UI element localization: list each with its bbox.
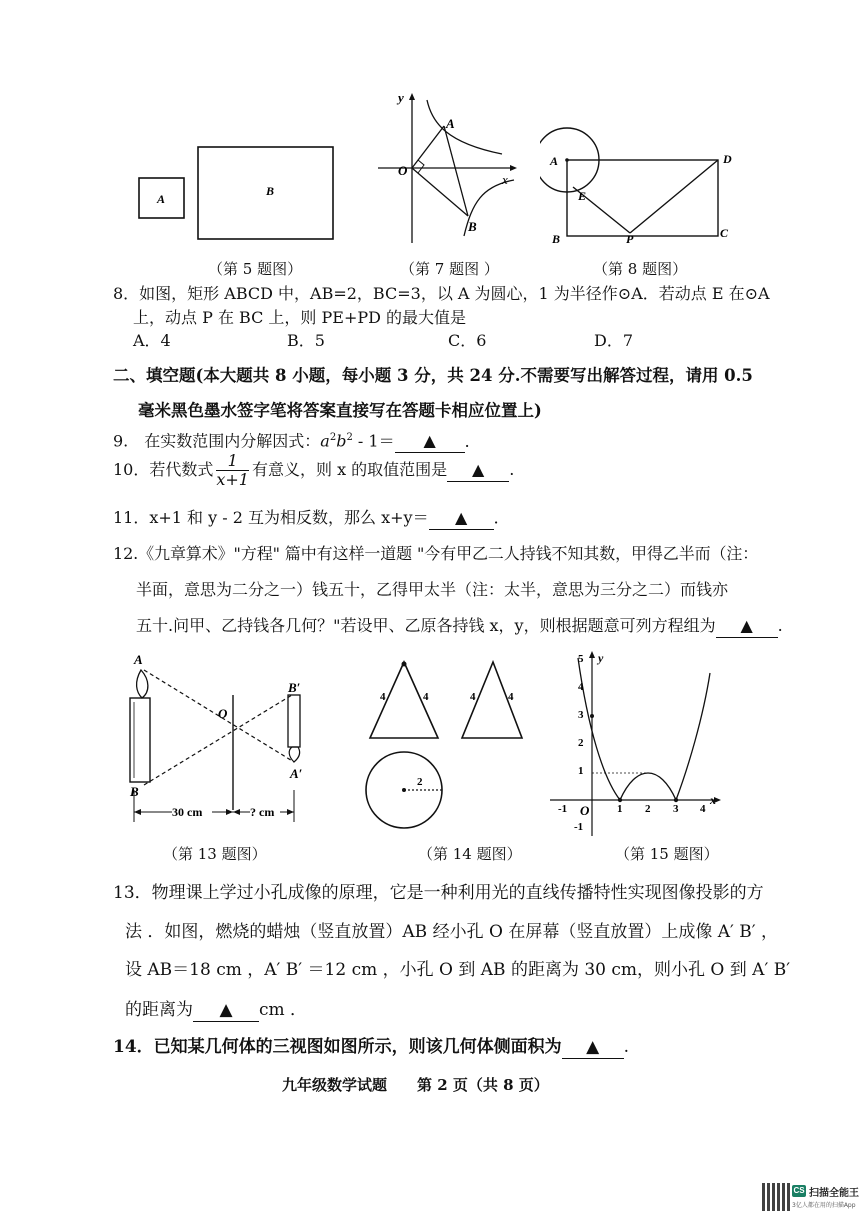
- distance-ab: 30 cm: [172, 805, 203, 819]
- y-tick-4: 4: [578, 681, 584, 693]
- figure-15-drawing: [548, 648, 728, 838]
- fraction: [216, 452, 249, 489]
- option-c: C．6: [448, 331, 487, 350]
- figure-14-drawing: [360, 652, 530, 832]
- question-12-line2: 半面，意思为二分之一）钱五十，乙得甲太半（注：太半，意思为三分之二）而钱亦: [136, 580, 729, 599]
- caption-fig7: （第 7 题图 ）: [400, 260, 499, 278]
- question-13-line2: 法 ．如图，燃烧的蜡烛（竖直放置）AB 经小孔 O 在屏幕（竖直放置）上成像 A′ B′ ，: [125, 922, 779, 942]
- label-e: E: [578, 189, 587, 203]
- caption-fig14: （第 14 题图）: [418, 845, 522, 863]
- answer-blank-13[interactable]: [193, 999, 259, 1022]
- question-14-end: .: [623, 1037, 630, 1057]
- answer-blank-11[interactable]: [429, 507, 494, 530]
- figure-13-drawing: [122, 650, 322, 830]
- label-b: B: [266, 184, 275, 198]
- point-a-label: A: [446, 116, 455, 131]
- side-length-2: 4: [423, 691, 429, 703]
- question-9-end: ．: [464, 431, 481, 451]
- label-d: D: [723, 152, 732, 166]
- question-9: [113, 427, 481, 453]
- origin-label: O: [580, 803, 590, 818]
- dim-arrow: [233, 809, 240, 815]
- caption-fig13: （第 13 题图）: [163, 845, 267, 863]
- figure-5: [130, 140, 340, 240]
- question-13-prefix: 的距离为: [125, 1000, 193, 1020]
- answer-mark: ▲: [454, 508, 468, 527]
- label-p: P: [626, 232, 634, 245]
- flame-icon: [137, 670, 148, 698]
- answer-mark: ▲: [740, 616, 753, 635]
- label-b: B: [130, 784, 139, 799]
- scanner-subtitle: 3亿人都在用的扫描App: [792, 1202, 856, 1209]
- caption-fig5: （第 5 题图）: [208, 260, 303, 278]
- question-10-prefix: 10．若代数式: [113, 460, 214, 479]
- fraction-numerator: 1: [216, 452, 249, 471]
- x-tick-2: 2: [645, 803, 651, 815]
- x-label: x: [502, 172, 508, 187]
- question-8-line1: 8．如图，矩形 ABCD 中，AB=2，BC=3，以 A 为圆心，1 为半径作⊙A．若动点 E 在⊙A: [113, 284, 770, 303]
- figure-7: [372, 88, 522, 248]
- label-a: A: [134, 652, 143, 667]
- scanner-title: 扫描全能王: [809, 1188, 859, 1199]
- label-a: A: [157, 192, 166, 206]
- root-dot: [674, 798, 678, 802]
- section-2-instructions: 毫米黑色墨水签字笔将答案直接写在答题卡相应位置上): [138, 401, 542, 420]
- question-13-line1: 13．物理课上学过小孔成像的原理，它是一种利用光的直线传播特性实现图像投影的方: [113, 883, 764, 903]
- figure-5-drawing: [130, 140, 340, 240]
- section-2-heading: 二、填空题(本大题共 8 小题，每小题 3 分，共 24 分.不需要写出解答过程，请用 0.5: [113, 366, 753, 385]
- y-tick-5: 5: [578, 653, 584, 665]
- question-9-a: a: [320, 431, 330, 451]
- question-12-line3: [136, 615, 783, 638]
- y-arrow: [589, 651, 595, 658]
- question-11-text: 11．x+1 和 y - 2 互为相反数，那么 x+y＝: [113, 508, 429, 527]
- root-dot: [618, 798, 622, 802]
- option-d: D．7: [594, 331, 634, 350]
- option-a: A．4: [133, 331, 171, 350]
- question-10: [113, 452, 514, 489]
- origin-label: O: [398, 163, 408, 178]
- candle-body: [130, 698, 150, 782]
- y-tick-neg1: -1: [574, 821, 584, 833]
- scanner-badge: CS: [793, 1186, 805, 1195]
- qr-code-icon: [762, 1183, 790, 1211]
- intercept-dot: [590, 714, 594, 718]
- segment-ab: [444, 126, 468, 216]
- rect-abcd: [567, 160, 718, 236]
- radius-label: 2: [417, 776, 423, 788]
- answer-mark: ▲: [423, 431, 436, 451]
- graph-curve: [578, 658, 710, 800]
- y-label: y: [398, 90, 404, 105]
- label-a: A: [550, 154, 559, 168]
- center-dot: [565, 158, 569, 162]
- question-9-sup-b: 2: [346, 432, 353, 443]
- answer-blank-10[interactable]: [447, 459, 509, 482]
- question-13-line4: [125, 999, 307, 1022]
- x-tick-4: 4: [700, 803, 706, 815]
- segment-ob: [412, 168, 468, 216]
- question-12-line1: 12.《九章算术》"方程" 篇中有这样一道题 "今有甲乙二人持钱不知其数，甲得乙半而（注：: [113, 544, 759, 563]
- question-14-text: 14．已知某几何体的三视图如图所示，则该几何体侧面积为: [113, 1037, 562, 1057]
- y-tick-2: 2: [578, 737, 584, 749]
- label-o: O: [218, 706, 228, 721]
- x-label: x: [710, 793, 716, 807]
- x-tick-neg1: -1: [558, 803, 568, 815]
- question-11-end: ．: [493, 508, 510, 527]
- question-12-line3-text: 五十.问甲、乙持钱各几何？"若设甲、乙原各持钱 x，y，则根据题意可列方程组为: [136, 616, 716, 635]
- answer-blank-12[interactable]: [716, 615, 778, 638]
- side-length-4: 4: [508, 691, 514, 703]
- answer-mark: ▲: [472, 460, 485, 479]
- question-13-end: cm ．: [259, 1000, 308, 1020]
- answer-mark: ▲: [219, 1000, 233, 1020]
- right-angle-mark: [418, 160, 424, 173]
- figure-8: [540, 125, 740, 245]
- hyperbola-upper: [427, 100, 502, 154]
- question-9-b: b: [336, 431, 347, 451]
- question-9-tail: - 1＝: [352, 431, 395, 451]
- label-a-prime: A′: [290, 766, 303, 781]
- scanner-watermark: [762, 1183, 862, 1219]
- point-b-label: B: [468, 219, 477, 234]
- question-8-line2: 上，动点 P 在 BC 上，则 PE+PD 的最大值是: [133, 308, 467, 327]
- question-10-mid: 有意义，则 x 的取值范围是: [251, 460, 448, 479]
- label-b-prime: B′: [288, 680, 301, 695]
- distance-a1b1: ? cm: [250, 805, 275, 819]
- segment-oa: [412, 126, 444, 168]
- answer-blank-14[interactable]: [562, 1036, 624, 1059]
- dim-arrow: [226, 809, 233, 815]
- x-arrow: [510, 165, 517, 171]
- x-tick-1: 1: [617, 803, 623, 815]
- dim-arrow: [134, 809, 141, 815]
- label-c: C: [720, 226, 729, 240]
- y-tick-1: 1: [578, 765, 584, 777]
- side-length-3: 4: [470, 691, 476, 703]
- figure-14: [360, 652, 530, 832]
- figure-13: [122, 650, 322, 830]
- dim-arrow: [287, 809, 294, 815]
- fraction-denominator: x+1: [216, 470, 249, 489]
- question-14: [113, 1036, 629, 1059]
- question-10-end: .: [509, 460, 515, 479]
- side-length-1: 4: [380, 691, 386, 703]
- figure-15: [548, 648, 728, 838]
- option-b: B．5: [287, 331, 325, 350]
- question-9-prefix: 9. 在实数范围内分解因式：: [113, 431, 321, 451]
- apex-dot: [402, 662, 407, 667]
- answer-blank-9[interactable]: [395, 430, 465, 453]
- page-footer: 九年级数学试题 第 2 页（共 8 页）: [282, 1076, 549, 1094]
- image-flame-icon: [289, 747, 299, 762]
- y-tick-3: 3: [578, 709, 584, 721]
- question-12-end: .: [777, 616, 783, 635]
- figure-8-drawing: [540, 125, 740, 245]
- x-tick-3: 3: [673, 803, 679, 815]
- figure-7-drawing: [372, 88, 522, 248]
- y-arrow: [409, 93, 415, 100]
- question-9-sup-a: 2: [329, 432, 337, 443]
- y-label: y: [598, 651, 604, 665]
- question-13-line3: 设 AB＝18 cm ，A′ B′ ＝12 cm ，小孔 O 到 AB 的距离为 30 cm，则小孔 O 到 A′ B′: [125, 960, 791, 980]
- question-11: [113, 507, 510, 530]
- image-candle-body: [288, 695, 300, 747]
- answer-mark: ▲: [586, 1037, 600, 1057]
- caption-fig15: （第 15 题图）: [615, 845, 719, 863]
- caption-fig8: （第 8 题图）: [593, 260, 688, 278]
- label-b: B: [552, 232, 561, 245]
- segment-pd: [630, 160, 718, 233]
